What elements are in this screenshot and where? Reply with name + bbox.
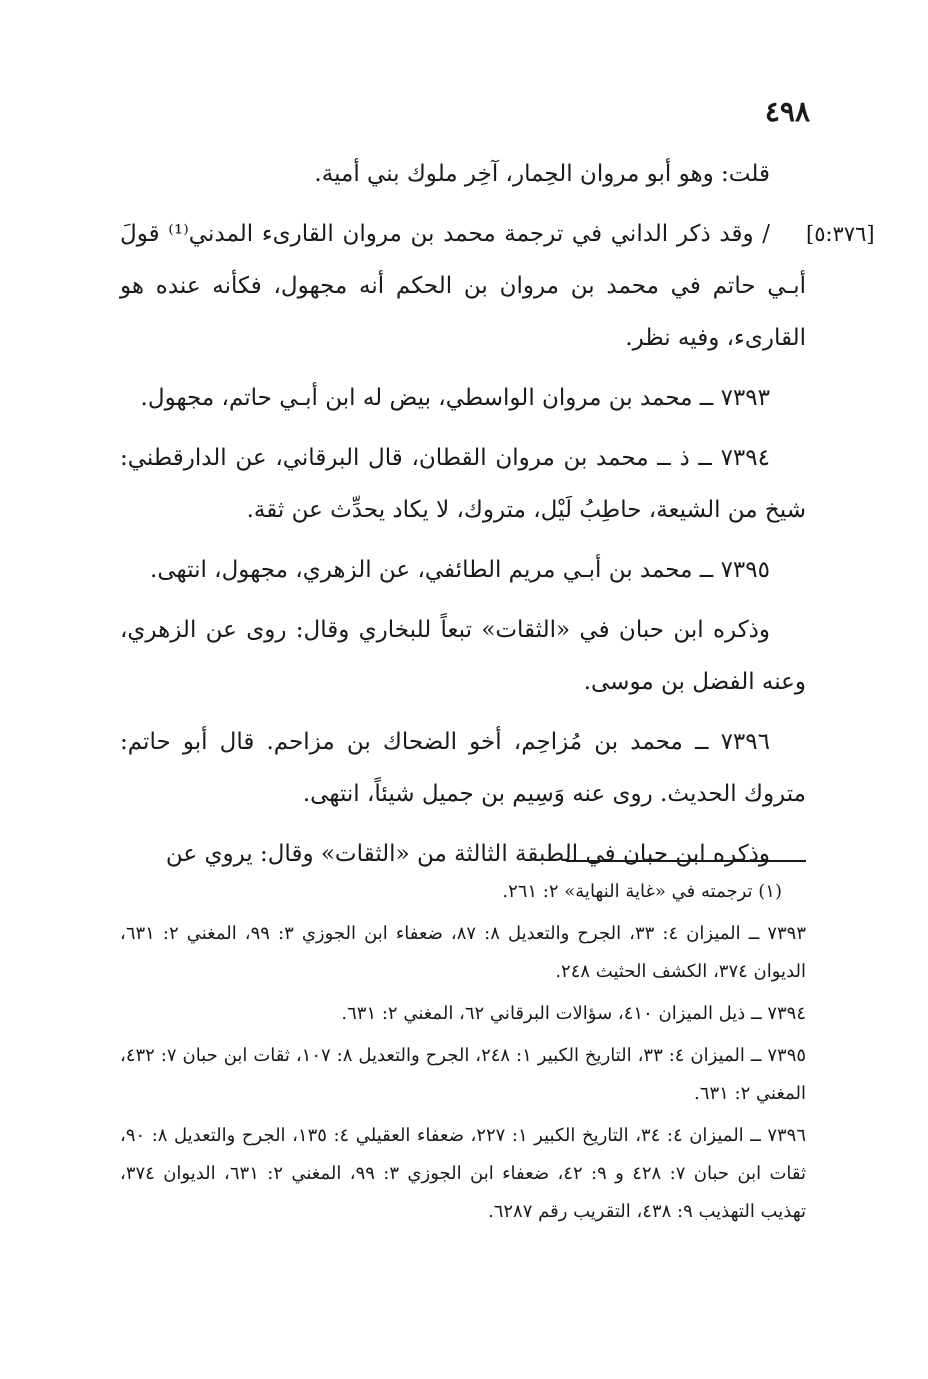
page-number: ٤٩٨ (764, 95, 810, 128)
main-text (120, 148, 806, 888)
paragraph: وذكره ابن حبان في «الثقات» تبعاً للبخاري وقال: روى عن الزهري، وعنه الفضل بن موسى. (120, 617, 806, 695)
footnote-entry-7396: ٧٣٩٦ ــ الميزان ٤: ٣٤، التاريخ الكبير ١: ٢٢٧، ضعفاء العقيلي ٤: ١٣٥، الجرح والتعديل ٨: ٩٠، ثقات ابن حبان ٧: ٤٢٨ و ٩: ٤٢، ضعفاء ابن الجوزي ٣: ٩٩، المغني ٢: ٦٣١، الديوان ٣٧٤، تهذيب التهذيب ٩: ٤٣٨، التقريب رقم ٦٢٨٧. (120, 1125, 807, 1222)
footnote: (١) ترجمته في «غاية النهاية» ٢: ٢٦١. (502, 881, 782, 902)
footnotes (120, 873, 806, 1235)
entry-7396: ٧٣٩٦ ــ محمد بن مُزاحِم، أخو الضحاك بن مزاحم. قال أبو حاتم: متروك الحديث. روى عنه وَسِيم بن جميل شيئاً، انتهى. (120, 729, 806, 807)
footnote-entry-7395: ٧٣٩٥ ــ الميزان ٤: ٣٣، التاريخ الكبير ١: ٢٤٨، الجرح والتعديل ٨: ١٠٧، ثقات ابن حبان ٧: ٤٣٢، المغني ٢: ٦٣١. (120, 1045, 807, 1104)
paragraph: وذكره ابن حبان في الطبقة الثالثة من «الثقات» وقال: يروي عن (165, 841, 770, 867)
paragraph: قلت: وهو أبو مروان الحِمار، آخِر ملوك بني أمية. (314, 161, 770, 187)
footnote-divider (566, 860, 806, 862)
entry-7395: ٧٣٩٥ ــ محمد بن أبـي مريم الطائفي، عن الزهري، مجهول، انتهى. (150, 557, 770, 583)
footnote-entry-7393: ٧٣٩٣ ــ الميزان ٤: ٣٣، الجرح والتعديل ٨: ٨٧، ضعفاء ابن الجوزي ٣: ٩٩، المغني ٢: ٦٣١، الديوان ٣٧٤، الكشف الحثيث ٢٤٨. (120, 923, 806, 982)
entry-7393: ٧٣٩٣ ــ محمد بن مروان الواسطي، بيض له ابن أبـي حاتم، مجهول. (140, 385, 770, 411)
paragraph: / وقد ذكر الداني في ترجمة محمد بن مروان القارىء المدني⁽¹⁾ قولَ أبـي حاتم في محمد بن مروان بن الحكم أنه مجهول، فكأنه عنده هو القارىء، وفيه نظر. (120, 221, 806, 351)
margin-reference: [٥:٣٧٦] (806, 222, 875, 246)
footnote-entry-7394: ٧٣٩٤ ــ ذيل الميزان ٤١٠، سؤالات البرقاني ٦٢، المغني ٢: ٦٣١. (341, 1003, 806, 1024)
entry-7394: ٧٣٩٤ ــ ذ ــ محمد بن مروان القطان، قال البرقاني، عن الدارقطني: شيخ من الشيعة، حاطِبُ لَيْل، متروك، لا يكاد يحدِّث عن ثقة. (120, 445, 806, 523)
